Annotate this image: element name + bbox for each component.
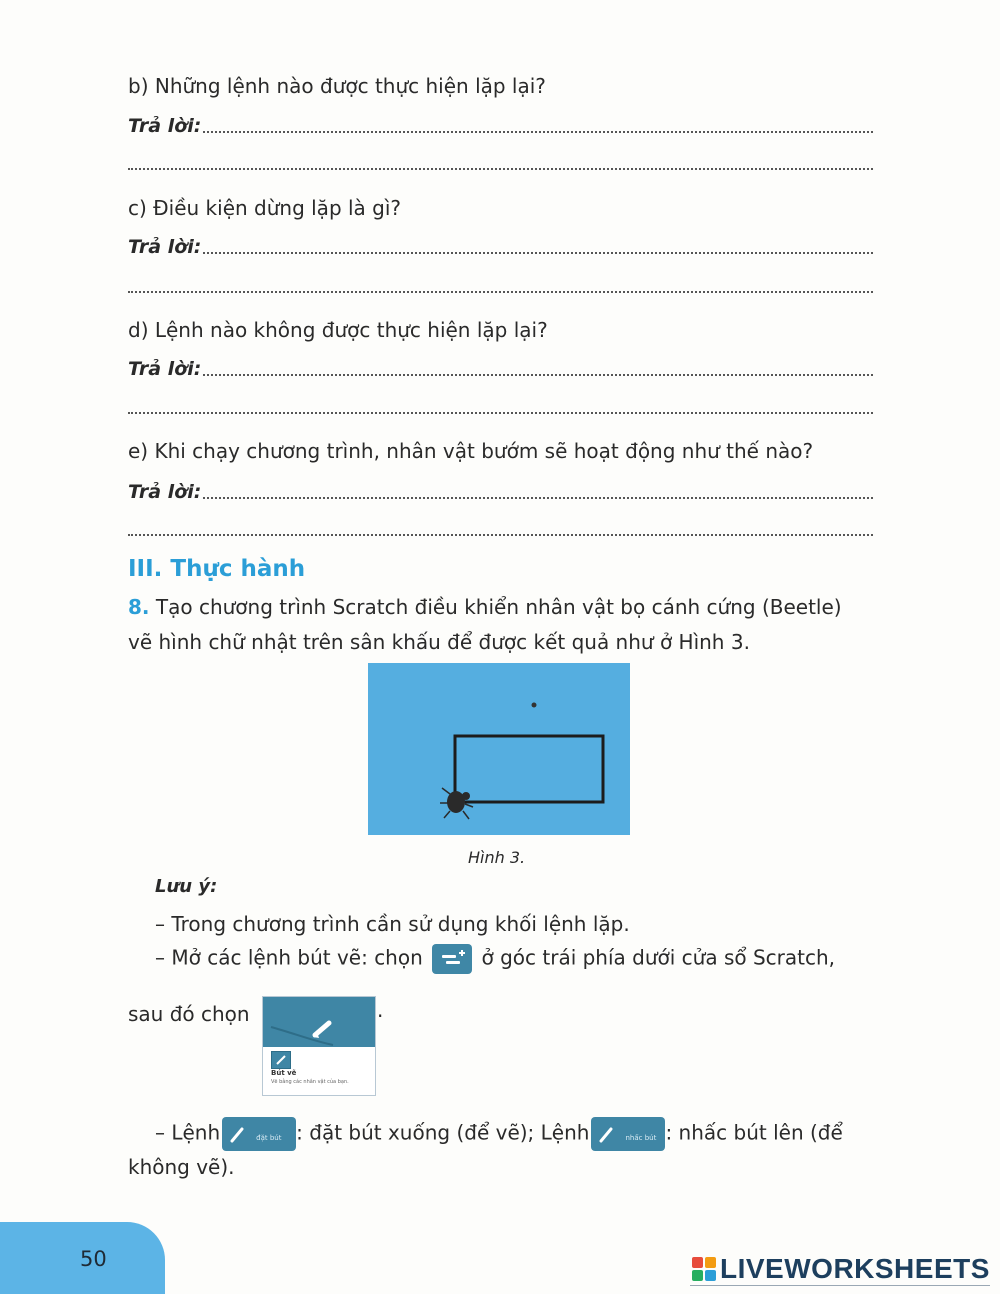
answer-line-e[interactable] — [128, 478, 873, 504]
exercise-line-1 — [128, 594, 842, 620]
brand-name: LIVEWORKSHEETS — [720, 1253, 990, 1284]
bullet-2-text-a: – Mở các lệnh bút vẽ: chọn — [155, 945, 423, 970]
exercise-number: 8. — [128, 595, 150, 619]
pen-down-block[interactable] — [222, 1117, 296, 1151]
pen-card-small-icon — [271, 1051, 291, 1069]
extensions-button-icon[interactable] — [432, 944, 472, 974]
answer-line-c[interactable] — [128, 233, 873, 259]
note-bullet-2 — [155, 944, 835, 974]
bullet-3-text-c: : nhấc bút lên (để — [665, 1120, 843, 1145]
note-title: Lưu ý: — [155, 876, 218, 897]
bullet-3-continuation: không vẽ). — [128, 1155, 235, 1179]
answer-dots — [203, 497, 873, 499]
pen-card-subtitle: Vẽ bằng các nhân vật của bạn. — [271, 1079, 349, 1085]
answer-label: Trả lời: — [128, 236, 202, 258]
pen-down-block-label: đặt bút — [256, 1134, 282, 1142]
answer-extra-line-d[interactable] — [128, 412, 873, 414]
footer-rule — [690, 1285, 990, 1286]
answer-dots — [203, 131, 873, 133]
note-bullet-3 — [155, 1117, 843, 1151]
stage-drawing — [368, 663, 630, 835]
question-d: d) Lệnh nào không được thực hiện lặp lại? — [128, 318, 548, 342]
pen-extension-card[interactable] — [262, 996, 376, 1096]
answer-label: Trả lời: — [128, 358, 202, 380]
extension-glyph-icon — [432, 944, 472, 974]
answer-label: Trả lời: — [128, 115, 202, 137]
answer-extra-line-b[interactable] — [128, 168, 873, 170]
bullet-3-text-b: : đặt bút xuống (để vẽ); Lệnh — [296, 1120, 590, 1145]
answer-dots — [203, 374, 873, 376]
exercise-line-2: vẽ hình chữ nhật trên sân khấu để được kết quả như ở Hình 3. — [128, 630, 750, 654]
answer-label: Trả lời: — [128, 481, 202, 503]
page-number: 50 — [80, 1247, 107, 1271]
note-bullet-1: – Trong chương trình cần sử dụng khối lệnh lặp. — [155, 912, 630, 936]
pen-up-pencil-icon — [591, 1117, 625, 1151]
pen-card-label: Bút vẽ — [271, 1069, 297, 1077]
pen-up-block-label: nhấc bút — [625, 1134, 657, 1142]
question-e: e) Khi chạy chương trình, nhân vật bướm sẽ hoạt động như thế nào? — [128, 439, 814, 463]
pen-card-pencil-icon — [263, 997, 375, 1047]
question-c: c) Điều kiện dừng lặp là gì? — [128, 196, 402, 220]
then-choose-b: . — [377, 998, 384, 1022]
bullet-3-text-a: – Lệnh — [155, 1120, 221, 1145]
answer-line-d[interactable] — [128, 355, 873, 381]
bullet-2-text-b: ở góc trái phía dưới cửa sổ Scratch, — [481, 945, 836, 970]
pen-down-pencil-icon — [222, 1117, 256, 1151]
section-title: III. Thực hành — [128, 556, 306, 582]
stage-dot — [532, 703, 537, 708]
brand-squares-icon — [692, 1257, 716, 1281]
answer-extra-line-e[interactable] — [128, 534, 873, 536]
exercise-text-1: Tạo chương trình Scratch điều khiển nhân vật bọ cánh cứng (Beetle) — [155, 595, 842, 619]
pen-up-block[interactable] — [591, 1117, 665, 1151]
question-b: b) Những lệnh nào được thực hiện lặp lại? — [128, 74, 546, 98]
then-choose-a: sau đó chọn — [128, 1002, 250, 1026]
brand-logo — [692, 1253, 990, 1285]
answer-extra-line-c[interactable] — [128, 291, 873, 293]
drawn-rectangle — [455, 736, 603, 802]
answer-line-b[interactable] — [128, 112, 873, 138]
pen-card-banner — [263, 997, 375, 1047]
scratch-stage-figure — [368, 663, 630, 835]
figure-caption: Hình 3. — [468, 848, 526, 867]
answer-dots — [203, 252, 873, 254]
